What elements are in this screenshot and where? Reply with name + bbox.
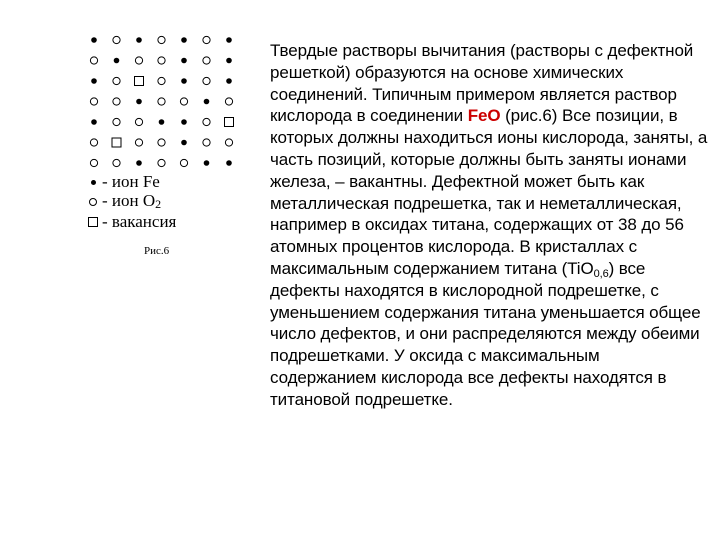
o-ion-site xyxy=(113,77,120,84)
fe-ion-site xyxy=(136,99,142,105)
o-ion-site xyxy=(158,77,165,84)
o-ion-site xyxy=(225,139,232,146)
legend-o xyxy=(84,192,176,212)
o-ion-site xyxy=(225,98,232,105)
o-ion-site xyxy=(90,57,97,64)
fe-ion-site xyxy=(114,58,120,64)
o-ion-site xyxy=(203,118,210,125)
o-ion-site xyxy=(203,57,210,64)
o-ion-site xyxy=(158,98,165,105)
o-ion-site xyxy=(203,77,210,84)
fe-ion-symbol-icon xyxy=(84,180,102,185)
o-ion-site xyxy=(180,159,187,166)
o-ion-site xyxy=(113,36,120,43)
paragraph-part-3: ) все дефекты находятся в кислородной подрешетке, с уменьшением содержания титана уменьшается общее число дефектов, и они распределяются между обеими подрешетками. У оксида с максимальным содержанием кислорода все дефекты находятся в титановой подрешетке. xyxy=(270,258,701,409)
o-ion-site xyxy=(158,36,165,43)
fe-ion-site xyxy=(181,119,187,125)
o-ion-site xyxy=(113,159,120,166)
legend-o-label: - ион O xyxy=(102,190,156,210)
fe-ion-site xyxy=(226,37,232,43)
o-ion-site xyxy=(135,118,142,125)
vacancy-site xyxy=(225,118,234,127)
fe-ion-site xyxy=(91,37,97,43)
fe-ion-site xyxy=(181,58,187,64)
tio-subscript: 0,6 xyxy=(593,267,609,280)
paragraph-part-1: Твердые растворы вычитания (растворы с дефектной решеткой) образуются на основе химических соединений. Типичным примером является раствор кислорода в соединении xyxy=(270,41,694,126)
legend-vacancy xyxy=(84,212,176,232)
fe-ion-site xyxy=(204,99,210,105)
figure-caption: Рис.6 xyxy=(144,245,170,257)
o-ion-symbol-icon xyxy=(84,198,102,206)
o-ion-site xyxy=(135,139,142,146)
legend-vacancy-label: - вакансия xyxy=(102,212,177,231)
fe-ion-site xyxy=(204,160,210,166)
legend xyxy=(84,172,176,232)
fe-ion-site xyxy=(91,78,97,84)
legend-fe xyxy=(84,172,176,192)
feo-highlight: FeO xyxy=(467,106,501,126)
fe-ion-site xyxy=(226,160,232,166)
o-ion-site xyxy=(90,159,97,166)
o-ion-site xyxy=(113,118,120,125)
fe-ion-site xyxy=(136,160,142,166)
paragraph-part-2: (рис.6) Все позиции, в которых должны находиться ионы кислорода, заняты, а часть позиций, которые должны быть заняты ионами железа, – вакантны. Дефектной может быть как металлическая подрешетка, так и неметаллическая, например в оксидах титана, содержащих от 38 до 56 атомных процентов кислорода. В кристаллах с максимальным содержанием титана (TiO xyxy=(270,106,708,278)
fe-ion-site xyxy=(91,119,97,125)
fe-ion-site xyxy=(226,78,232,84)
fe-ion-site xyxy=(226,58,232,64)
vacancy-symbol-icon xyxy=(84,217,102,227)
o-ion-site xyxy=(135,57,142,64)
o-ion-site xyxy=(203,139,210,146)
o-ion-site xyxy=(158,159,165,166)
vacancy-site xyxy=(112,138,121,147)
vacancy-site xyxy=(135,77,144,86)
o-ion-site xyxy=(203,36,210,43)
fe-ion-site xyxy=(181,37,187,43)
o-ion-site xyxy=(180,98,187,105)
o-ion-site xyxy=(113,98,120,105)
legend-fe-label: - ион Fe xyxy=(102,172,160,191)
fe-ion-site xyxy=(181,140,187,146)
body-paragraph xyxy=(270,40,710,411)
legend-o-text xyxy=(102,191,161,214)
o-ion-site xyxy=(90,98,97,105)
fe-ion-site xyxy=(181,78,187,84)
fe-ion-site xyxy=(159,119,165,125)
fe-ion-site xyxy=(136,37,142,43)
lattice-diagram xyxy=(80,28,240,168)
o-ion-site xyxy=(158,57,165,64)
o-ion-site xyxy=(158,139,165,146)
legend-o-subscript: 2 xyxy=(155,196,162,211)
o-ion-site xyxy=(90,139,97,146)
